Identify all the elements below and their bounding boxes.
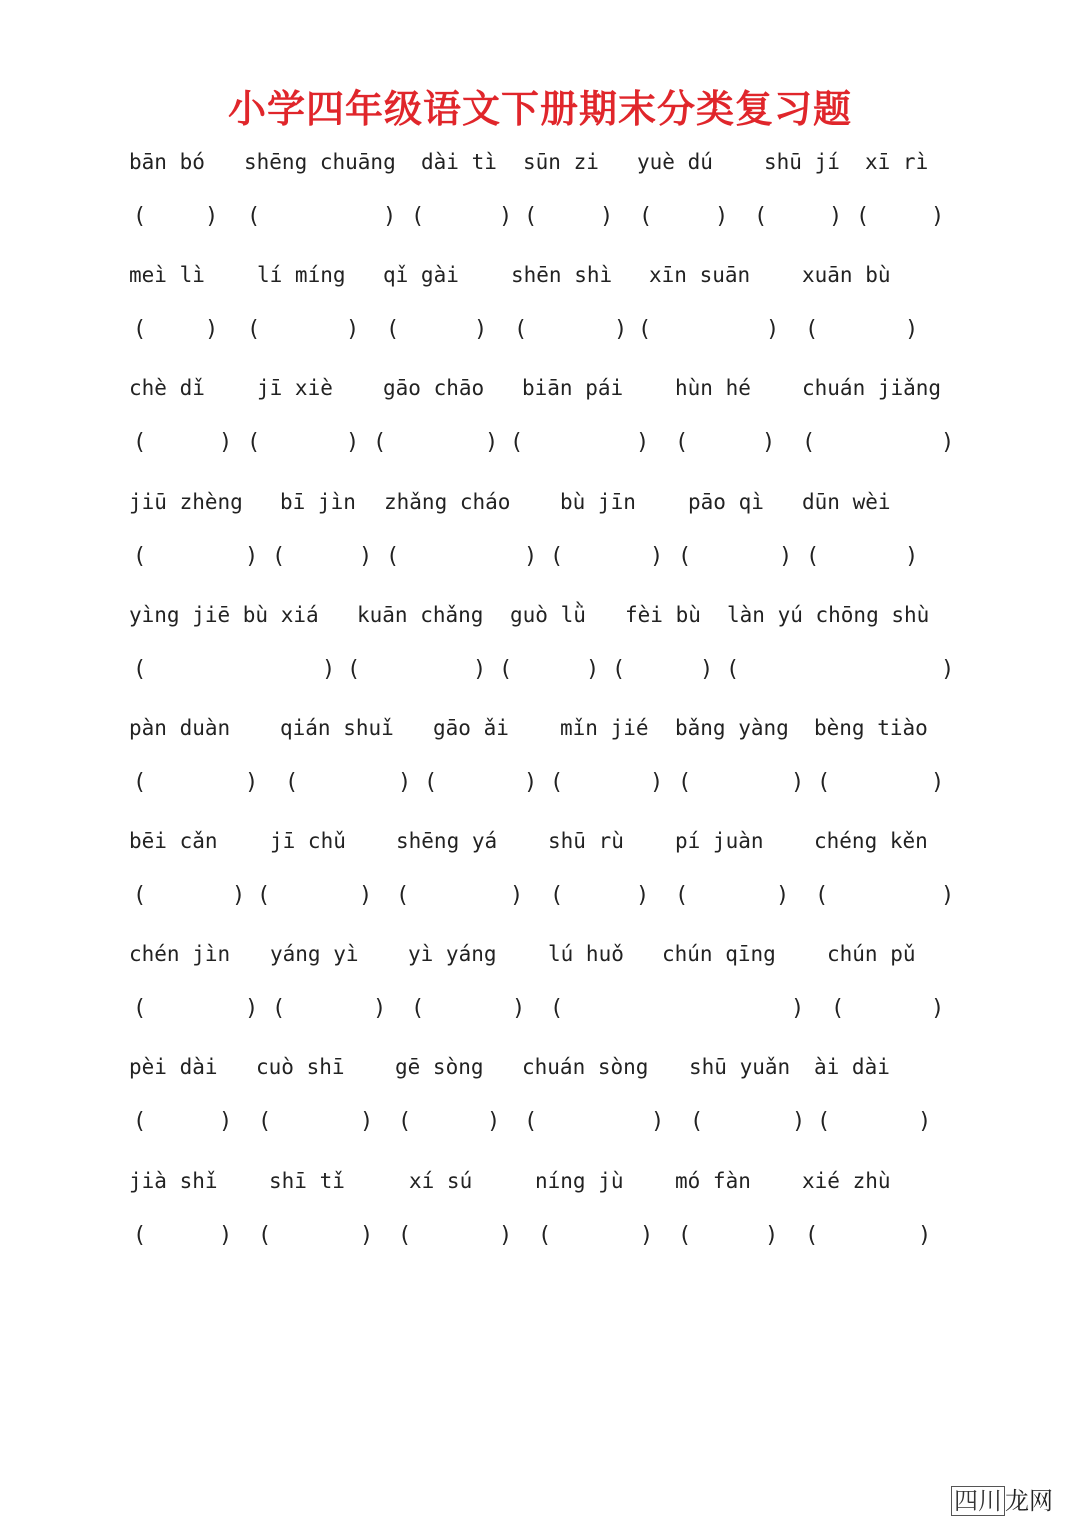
answer-blank-close: ) xyxy=(360,1109,374,1134)
answer-blank-open: ( xyxy=(550,996,564,1021)
pinyin-row xyxy=(0,939,1080,969)
answer-blank-close: ) xyxy=(205,317,219,342)
answer-blank-open: ( xyxy=(373,430,387,455)
answer-blank-close: ) xyxy=(931,770,945,795)
answer-blank-close: ) xyxy=(359,883,373,908)
answer-blank-open: ( xyxy=(133,657,147,682)
answer-blank-open: ( xyxy=(805,317,819,342)
answer-blank-close: ) xyxy=(346,430,360,455)
answer-blank-open: ( xyxy=(815,883,829,908)
answer-blank-close: ) xyxy=(360,1223,374,1248)
answer-blank-close: ) xyxy=(941,657,955,682)
answer-blank-open: ( xyxy=(133,430,147,455)
answer-blank-open: ( xyxy=(133,544,147,569)
answer-blank-open: ( xyxy=(524,204,538,229)
answer-blank-open: ( xyxy=(272,996,286,1021)
answer-blank-close: ) xyxy=(219,1109,233,1134)
answer-blank-open: ( xyxy=(258,1109,272,1134)
answer-blank-open: ( xyxy=(133,317,147,342)
answer-blank-close: ) xyxy=(905,544,919,569)
answer-blank-close: ) xyxy=(474,317,488,342)
answer-blank-open: ( xyxy=(805,1223,819,1248)
pinyin-word: bān bó xyxy=(129,150,205,174)
pinyin-word: chè dǐ xyxy=(129,376,205,400)
pinyin-row xyxy=(0,713,1080,743)
pinyin-word: níng jù xyxy=(535,1169,624,1193)
pinyin-word: chén jìn xyxy=(129,942,231,966)
pinyin-word: shū jí xyxy=(764,150,840,174)
answer-blank-close: ) xyxy=(245,770,259,795)
pinyin-word: shū rù xyxy=(548,829,624,853)
answer-row xyxy=(0,1107,1080,1137)
answer-blank-close: ) xyxy=(512,996,526,1021)
answer-row xyxy=(0,994,1080,1024)
answer-blank-close: ) xyxy=(232,883,246,908)
answer-blank-close: ) xyxy=(485,430,499,455)
answer-blank-close: ) xyxy=(322,657,336,682)
answer-blank-close: ) xyxy=(499,204,513,229)
answer-blank-open: ( xyxy=(386,544,400,569)
answer-row xyxy=(0,202,1080,232)
answer-blank-open: ( xyxy=(678,770,692,795)
pinyin-word: qián shuǐ xyxy=(280,716,394,740)
pinyin-word: chéng kěn xyxy=(814,829,928,853)
answer-row xyxy=(0,655,1080,685)
pinyin-word: mó fàn xyxy=(675,1169,751,1193)
pinyin-word: yì yáng xyxy=(408,942,497,966)
pinyin-word: shēng yá xyxy=(396,829,498,853)
pinyin-word: xī rì xyxy=(865,150,929,174)
watermark-part1: 四川 xyxy=(951,1486,1005,1516)
answer-blank-close: ) xyxy=(766,317,780,342)
pinyin-word: mǐn jié xyxy=(560,716,649,740)
answer-blank-close: ) xyxy=(205,204,219,229)
answer-blank-close: ) xyxy=(779,544,793,569)
answer-blank-open: ( xyxy=(133,204,147,229)
pinyin-word: meì lì xyxy=(129,263,205,287)
answer-blank-open: ( xyxy=(398,1223,412,1248)
pinyin-word: jià shǐ xyxy=(129,1169,218,1193)
pinyin-word: yuè dú xyxy=(637,150,713,174)
answer-blank-close: ) xyxy=(700,657,714,682)
answer-blank-close: ) xyxy=(636,430,650,455)
pinyin-word: ài dài xyxy=(814,1055,890,1079)
pinyin-row xyxy=(0,147,1080,177)
answer-blank-close: ) xyxy=(941,430,955,455)
answer-blank-open: ( xyxy=(806,544,820,569)
answer-blank-open: ( xyxy=(398,1109,412,1134)
answer-blank-close: ) xyxy=(487,1109,501,1134)
pinyin-word: yìng jiē bù xiá xyxy=(129,603,319,627)
answer-blank-open: ( xyxy=(133,883,147,908)
answer-blank-open: ( xyxy=(424,770,438,795)
answer-blank-open: ( xyxy=(133,1223,147,1248)
answer-blank-open: ( xyxy=(272,544,286,569)
pinyin-word: gāo chāo xyxy=(383,376,485,400)
answer-blank-close: ) xyxy=(791,996,805,1021)
answer-blank-open: ( xyxy=(396,883,410,908)
answer-blank-open: ( xyxy=(499,657,513,682)
answer-blank-open: ( xyxy=(690,1109,704,1134)
answer-blank-close: ) xyxy=(373,996,387,1021)
pinyin-row xyxy=(0,373,1080,403)
pinyin-word: jī chǔ xyxy=(270,829,346,853)
answer-blank-open: ( xyxy=(550,770,564,795)
answer-blank-close: ) xyxy=(715,204,729,229)
answer-blank-open: ( xyxy=(639,204,653,229)
answer-blank-close: ) xyxy=(524,544,538,569)
pinyin-row xyxy=(0,260,1080,290)
answer-blank-close: ) xyxy=(636,883,650,908)
answer-blank-close: ) xyxy=(791,770,805,795)
pinyin-word: zhǎng cháo xyxy=(384,490,511,514)
answer-blank-open: ( xyxy=(347,657,361,682)
pinyin-word: biān pái xyxy=(522,376,624,400)
answer-blank-close: ) xyxy=(905,317,919,342)
pinyin-word: pāo qì xyxy=(688,490,764,514)
answer-blank-open: ( xyxy=(675,430,689,455)
answer-blank-close: ) xyxy=(918,1109,932,1134)
watermark-part2: 龙网 xyxy=(1005,1487,1053,1515)
answer-blank-open: ( xyxy=(817,770,831,795)
pinyin-word: bǎng yàng xyxy=(675,716,789,740)
answer-blank-close: ) xyxy=(931,204,945,229)
answer-blank-close: ) xyxy=(762,430,776,455)
answer-blank-close: ) xyxy=(359,544,373,569)
answer-row xyxy=(0,428,1080,458)
answer-blank-close: ) xyxy=(383,204,397,229)
answer-blank-close: ) xyxy=(918,1223,932,1248)
answer-blank-open: ( xyxy=(678,544,692,569)
pinyin-word: lú huǒ xyxy=(548,942,624,966)
answer-blank-close: ) xyxy=(614,317,628,342)
answer-blank-open: ( xyxy=(514,317,528,342)
pinyin-word: shēn shì xyxy=(511,263,613,287)
answer-blank-close: ) xyxy=(586,657,600,682)
answer-blank-open: ( xyxy=(285,770,299,795)
answer-row xyxy=(0,768,1080,798)
answer-blank-open: ( xyxy=(550,883,564,908)
answer-blank-close: ) xyxy=(776,883,790,908)
pinyin-word: guò lǜ xyxy=(510,603,586,627)
pinyin-word: chún pǔ xyxy=(827,942,916,966)
pinyin-word: pàn duàn xyxy=(129,716,231,740)
answer-blank-open: ( xyxy=(524,1109,538,1134)
answer-blank-close: ) xyxy=(941,883,955,908)
answer-blank-close: ) xyxy=(600,204,614,229)
pinyin-word: lí míng xyxy=(257,263,346,287)
answer-blank-close: ) xyxy=(640,1223,654,1248)
answer-row xyxy=(0,881,1080,911)
pinyin-word: xí sú xyxy=(409,1169,473,1193)
answer-blank-open: ( xyxy=(817,1109,831,1134)
pinyin-row xyxy=(0,600,1080,630)
pinyin-word: bèng tiào xyxy=(814,716,928,740)
answer-blank-close: ) xyxy=(510,883,524,908)
answer-blank-close: ) xyxy=(245,996,259,1021)
answer-blank-open: ( xyxy=(856,204,870,229)
pinyin-row xyxy=(0,1052,1080,1082)
answer-row xyxy=(0,315,1080,345)
answer-blank-open: ( xyxy=(510,430,524,455)
answer-blank-close: ) xyxy=(650,544,664,569)
pinyin-row xyxy=(0,487,1080,517)
pinyin-word: làn yú chōng shù xyxy=(727,603,930,627)
answer-blank-open: ( xyxy=(675,883,689,908)
pinyin-word: gē sòng xyxy=(395,1055,484,1079)
pinyin-word: pèi dài xyxy=(129,1055,218,1079)
pinyin-word: kuān chǎng xyxy=(357,603,484,627)
answer-blank-close: ) xyxy=(346,317,360,342)
answer-blank-close: ) xyxy=(650,770,664,795)
answer-blank-close: ) xyxy=(499,1223,513,1248)
pinyin-word: shī tǐ xyxy=(269,1169,345,1193)
pinyin-word: sūn zi xyxy=(523,150,599,174)
answer-blank-open: ( xyxy=(411,204,425,229)
pinyin-word: xuān bù xyxy=(802,263,891,287)
answer-blank-close: ) xyxy=(765,1223,779,1248)
answer-blank-close: ) xyxy=(829,204,843,229)
pinyin-word: xīn suān xyxy=(649,263,751,287)
answer-blank-open: ( xyxy=(133,996,147,1021)
pinyin-row xyxy=(0,826,1080,856)
pinyin-word: jī xiè xyxy=(257,376,333,400)
pinyin-word: chuán jiǎng xyxy=(802,376,942,400)
answer-blank-close: ) xyxy=(931,996,945,1021)
answer-blank-close: ) xyxy=(219,1223,233,1248)
pinyin-word: bēi cǎn xyxy=(129,829,218,853)
answer-blank-close: ) xyxy=(398,770,412,795)
answer-blank-close: ) xyxy=(245,544,259,569)
answer-blank-open: ( xyxy=(754,204,768,229)
pinyin-word: cuò shī xyxy=(256,1055,345,1079)
answer-blank-open: ( xyxy=(133,770,147,795)
answer-blank-close: ) xyxy=(792,1109,806,1134)
answer-blank-open: ( xyxy=(550,544,564,569)
answer-blank-open: ( xyxy=(386,317,400,342)
answer-blank-open: ( xyxy=(612,657,626,682)
pinyin-word: xié zhù xyxy=(802,1169,891,1193)
pinyin-word: chuán sòng xyxy=(522,1055,649,1079)
answer-blank-close: ) xyxy=(219,430,233,455)
answer-blank-close: ) xyxy=(651,1109,665,1134)
answer-blank-open: ( xyxy=(726,657,740,682)
pinyin-word: dūn wèi xyxy=(802,490,891,514)
answer-blank-open: ( xyxy=(538,1223,552,1248)
answer-blank-open: ( xyxy=(247,430,261,455)
answer-blank-open: ( xyxy=(133,1109,147,1134)
pinyin-word: fèi bù xyxy=(625,603,701,627)
answer-blank-open: ( xyxy=(831,996,845,1021)
answer-blank-open: ( xyxy=(258,1223,272,1248)
answer-blank-open: ( xyxy=(802,430,816,455)
pinyin-word: dài tì xyxy=(421,150,497,174)
pinyin-word: jiū zhèng xyxy=(129,490,243,514)
pinyin-word: qǐ gài xyxy=(383,263,459,287)
pinyin-word: hùn hé xyxy=(675,376,751,400)
pinyin-word: chún qīng xyxy=(662,942,776,966)
answer-blank-close: ) xyxy=(524,770,538,795)
answer-row xyxy=(0,1221,1080,1251)
answer-blank-open: ( xyxy=(247,317,261,342)
pinyin-row xyxy=(0,1166,1080,1196)
answer-row xyxy=(0,542,1080,572)
answer-blank-open: ( xyxy=(247,204,261,229)
pinyin-word: gāo ǎi xyxy=(433,716,509,740)
worksheet-title: 小学四年级语文下册期末分类复习题 xyxy=(227,86,852,131)
answer-blank-open: ( xyxy=(257,883,271,908)
pinyin-word: shēng chuāng xyxy=(244,150,396,174)
pinyin-word: bù jīn xyxy=(560,490,636,514)
answer-blank-open: ( xyxy=(678,1223,692,1248)
answer-blank-open: ( xyxy=(638,317,652,342)
site-watermark xyxy=(951,1481,1053,1516)
answer-blank-close: ) xyxy=(473,657,487,682)
pinyin-word: bī jìn xyxy=(280,490,356,514)
answer-blank-open: ( xyxy=(411,996,425,1021)
pinyin-word: shū yuǎn xyxy=(689,1055,791,1079)
pinyin-word: pí juàn xyxy=(675,829,764,853)
pinyin-word: yáng yì xyxy=(270,942,359,966)
